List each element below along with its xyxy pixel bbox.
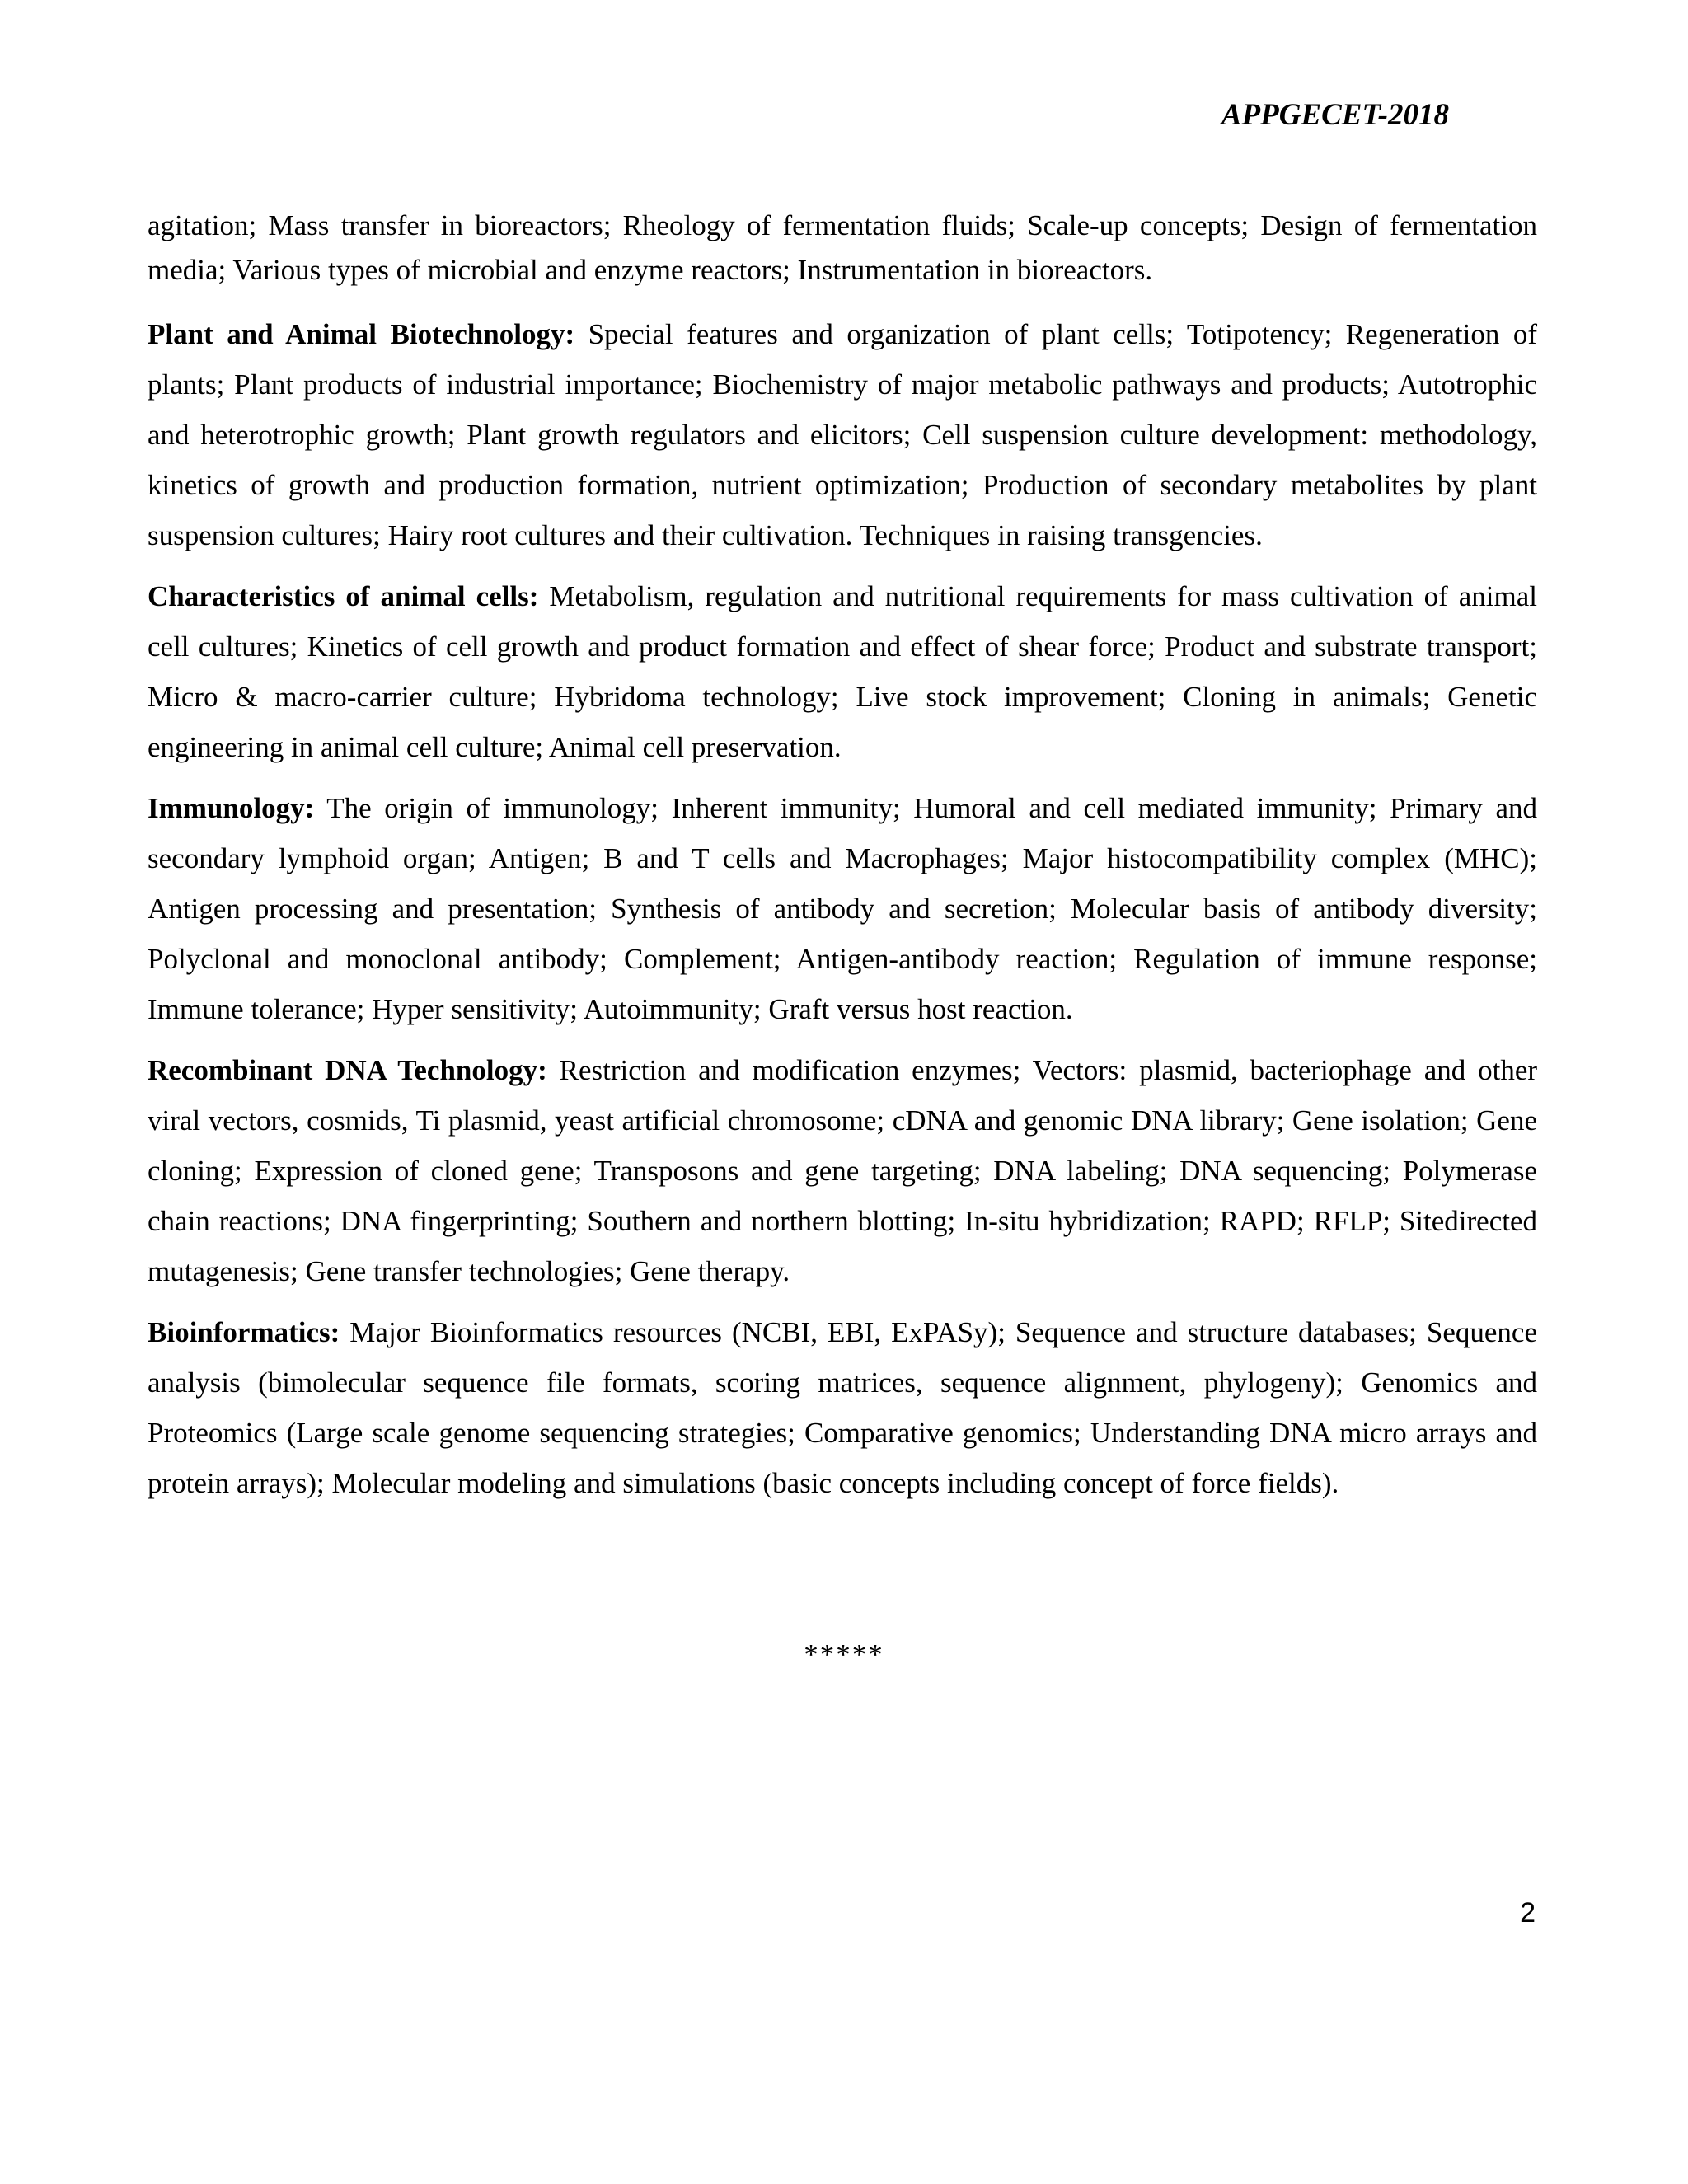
section-text: Special features and organization of plant cells; Totipotency; Regeneration of plants; Plant products of industrial importance; Biochemistry of major metabolic pathways and products; Autotrophic and heterotrophic growth; Plant growth regulators and elicitors; Cell suspension culture development: methodology, kinetics of growth and production formation, nutrient optimization; Production of secondary metabolites by plant suspension cultures; Hairy root cultures and their cultivation. Techniques in raising transgencies.	[148, 318, 1538, 551]
syllabus-body	[148, 204, 1537, 1519]
section-heading: Bioinformatics:	[148, 1316, 340, 1348]
section-heading: Recombinant DNA Technology:	[148, 1054, 547, 1086]
section-heading: Plant and Animal Biotechnology:	[148, 318, 575, 350]
section-recombinant-dna	[148, 1045, 1537, 1296]
section-heading: Characteristics of animal cells:	[148, 580, 539, 612]
section-bioinformatics	[148, 1307, 1537, 1508]
intro-paragraph: agitation; Mass transfer in bioreactors; Rheology of fermentation fluids; Scale-up concepts; Design of fermentation media; Various types of microbial and enzyme reactors; Instrumentation in bioreactors.	[148, 209, 1537, 286]
section-text: Restriction and modification enzymes; Vectors: plasmid, bacteriophage and other viral vectors, cosmids, Ti plasmid, yeast artificial chromosome; cDNA and genomic DNA library; Gene isolation; Gene cloning; Expression of cloned gene; Transposons and gene targeting; DNA labeling; DNA sequencing; Polymerase chain reactions; DNA fingerprinting; Southern and northern blotting; In-situ hybridization; RAPD; RFLP; Sitedirected mutagenesis; Gene transfer technologies; Gene therapy.	[148, 1054, 1538, 1287]
section-immunology	[148, 783, 1537, 1034]
document-code-header: APPGECET-2018	[1221, 98, 1449, 132]
section-plant-animal-biotechnology	[148, 309, 1537, 560]
page-number: 2	[1520, 1897, 1536, 1929]
section-text: Major Bioinformatics resources (NCBI, EBI, ExPASy); Sequence and structure databases; Sequence analysis (bimolecular sequence file formats, scoring matrices, sequence alignment, phylogeny); Genomics and Proteomics (Large scale genome sequencing strategies; Comparative genomics; Understanding DNA micro arrays and protein arrays); Molecular modeling and simulations (basic concepts including concept of force fields).	[148, 1316, 1537, 1499]
end-separator: *****	[804, 1638, 884, 1671]
section-heading: Immunology:	[148, 792, 315, 824]
section-animal-cells	[148, 571, 1537, 772]
section-text: Metabolism, regulation and nutritional requirements for mass cultivation of animal cell cultures; Kinetics of cell growth and product formation and effect of shear force; Product and substrate transport; Micro & macro-carrier culture; Hybridoma technology; Live stock improvement; Cloning in animals; Genetic engineering in animal cell culture; Animal cell preservation.	[148, 580, 1537, 763]
section-text: The origin of immunology; Inherent immunity; Humoral and cell mediated immunity; Primary and secondary lymphoid organ; Antigen; B and T cells and Macrophages; Major histocompatibility complex (MHC); Antigen processing and presentation; Synthesis of antibody and secretion; Molecular basis of antibody diversity; Polyclonal and monoclonal antibody; Complement; Antigen-antibody reaction; Regulation of immune response; Immune tolerance; Hyper sensitivity; Autoimmunity; Graft versus host reaction.	[148, 792, 1537, 1025]
